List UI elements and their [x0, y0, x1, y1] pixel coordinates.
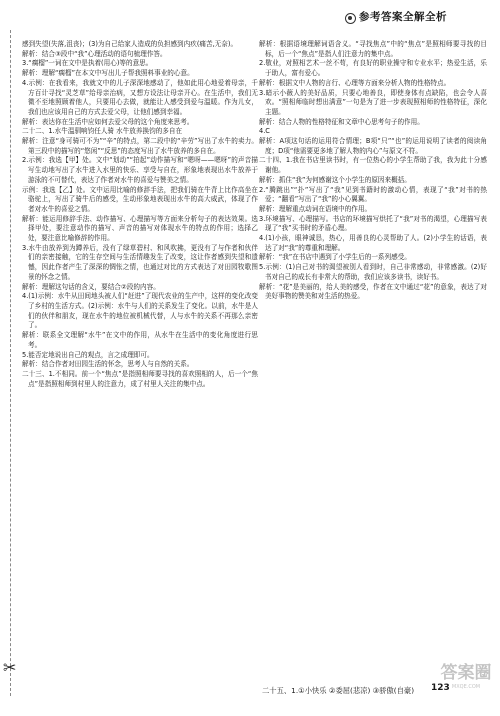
- cut-guide-line: [10, 30, 11, 696]
- answer-paragraph: 5.能否定地说出自己的观点，言之成理即可。: [22, 350, 154, 359]
- answer-paragraph: 二十三、1.不相同。前一个“焦点”是指照相师要寻找的喜欢照相的人，后一个“焦点”是指照相师到村里人的注意力，成了村里人关注的集中点。: [22, 369, 258, 388]
- watermark-url: MXQE.COM: [451, 684, 481, 690]
- answer-paragraph: 解析：结合③段中“我”心理活动的语句梳理作答。: [22, 49, 167, 58]
- answer-paragraph: 4.(1)示例：水牛从田间地头被人们“赶进”了现代农业的生产中，这样的变化改变了乡村的生活方式。(2)示例：水牛与人们的关系发生了变化。以前，水牛是人们的伙伴和朋友，现在水牛的地位被机械代替，人与水牛的关系不再那么亲密了。: [22, 292, 258, 330]
- watermark-logo: [440, 662, 492, 712]
- answer-paragraph: 解析：“我”在书店中遇到了小学生后的一系列感受。: [259, 253, 411, 262]
- scissors-icon: ✂: [3, 658, 17, 677]
- answer-paragraph: 解析：理解重点动词在语境中的作用。: [259, 204, 372, 213]
- page-header: [345, 8, 495, 28]
- left-column: [22, 40, 258, 680]
- answer-paragraph: 4.示例：在我看来，我就文中的儿子深深地感动了，他如此用心地爱着母亲，千方百计寻找“灵芝草”给母亲治病，又想方设法让母亲开心。在生活中，我们无微不至地照顾着他人，只要用心去做，就能让人感受到爱与温暖。作为儿女，我们也应该用自己的方式去爱父母，让他们感到幸福。: [22, 78, 258, 116]
- footer-answer-line: 二十五、1.①小快乐 ②委屈(悲凉) ③骄傲(自豪): [262, 686, 415, 695]
- answer-paragraph: 解析：“花”是美丽的，给人美的感受，作者在文中通过“花”的意象，表达了对美好事物的赞美和对生活的热爱。: [259, 282, 487, 301]
- answer-paragraph: 解析：抓住“我”为何感谢这个小学生的原因来概括。: [259, 175, 411, 184]
- answer-paragraph: 2.“腾跳出”“扑”写出了“我”见到书籍时的激动心情，表现了“我”对书的热爱；“翻看”写出了“我”的小心翼翼。: [259, 185, 487, 204]
- answer-paragraph: 二十二、1.水牛温驯响钧任人骑 水牛放养换钧的多自在: [22, 127, 183, 136]
- answer-paragraph: 3.“瘸榴”一词在文中是执着(用心)等的意思。: [22, 59, 153, 68]
- answer-paragraph: 解析：联系全文理解“水牛”在文中的作用，从水牛在生活中的变化角度进行思考。: [22, 331, 258, 349]
- watermark-text: 答案圈: [440, 663, 492, 683]
- answer-paragraph: 解析：A项这句话的运用符合情理；B项“只”“也”的运用说明了读者的阅读角度；D项“他需要更多地了解人物的内心”与原文不符。: [259, 137, 487, 155]
- answer-paragraph: 二十四、1.我在书店里读书时，有一位热心的小学生帮助了我，我为此十分感谢他。: [259, 156, 487, 175]
- answer-paragraph: 4.C: [259, 127, 270, 136]
- answer-paragraph: 3.水牛由放养到为蹲养后，没有了绿草碧村、和风吹拂，更没有了与作者和伙伴们的亲密接触，它的生存空间与生活情趣发生了改变，这让作者感到失望和遗憾，因此作者产生了深深的惆怅之情，也通过对比的方式表达了对田园牧歌图景的怀念之情。: [22, 243, 258, 281]
- answer-paragraph: 感到失望(失落,沮丧)；(3)为自己给家人造成的负担感到内疚(痛苦,无奈)。: [22, 40, 238, 48]
- right-column: [259, 40, 487, 680]
- answer-paragraph: 解析：根据文中人物的言行、心理等方面来分析人物的性格特点。: [259, 78, 451, 87]
- answer-paragraph: 示例：我选【乙】处。文中运用比喻的修辞手法，把我们骑在牛背上比作高坐在骆驼上，写出了骑牛后的感受，生动形象地表现出水牛的高大威武，体现了作者对水牛的喜爱之情。: [22, 185, 258, 213]
- answer-paragraph: 解析：根据语境理解词语含义。“寻找焦点”中的“焦点”是照相师要寻找的目标，后一个“焦点”是指人们注意力的集中点。: [259, 40, 487, 58]
- page-number: 123: [431, 683, 450, 693]
- bullet-circle-icon: [345, 13, 356, 24]
- answer-paragraph: 解析：结合作者对田园生活的怀念，思考人与自然的关系。: [22, 360, 194, 369]
- answer-paragraph: 5.示例：(1)自己对书的渴望被别人看到时，自己非常感动，非常感激。(2)好书对自己的成长有非常大的帮助，我们应该多读书，读好书。: [259, 263, 487, 281]
- answer-paragraph: 解析：注意“身可骑可不为”“辛”的特点，第二段中的“辛劳”写出了水牛的卖力。第三段中的描写的“悠闲”“反思”的态度写出了水牛放养的多自在。: [22, 137, 258, 155]
- section-title: 参考答案全解全析: [359, 11, 447, 24]
- answer-paragraph: 3.暗示小薇人的美好品质，只要心地善良，即使身体有点缺陷，也会令人喜欢。“照相师临时想出满意”一句是为了进一步表现照相师的性格特征，深化主题。: [259, 88, 487, 116]
- answer-paragraph: 4.(1)小孩，眼神诚恳，热心，用善良的心灵帮助了人。(2)小学生的话语，表达了对“我”的尊重和理解。: [259, 234, 487, 252]
- answer-paragraph: 解析：理解“瘸榴”在本文中写出儿子帮我照料事业的心意。: [22, 69, 194, 78]
- answer-paragraph: 2.示例：我选【甲】处。文中“划动”“拍起”动作描写和“嗯呀——嗯呀”的声音描写生动地写出了水牛进入水里的快乐、享受与自在，形象地表现出水牛放养于游泳的不可替代，表达了作者对水牛的喜爱与赞美之情。: [22, 156, 258, 184]
- answer-paragraph: 解析：理解这句话的含义，要结合②段的内容。: [22, 282, 160, 291]
- answer-paragraph: 解析：能运用修辞手法、动作描写、心理描写等方面来分析句子的表达效果。选择甲处，要注意动作的描写、声音的描写对体现水牛的特点的作用；选择乙处，要注意比喻修辞的作用。: [22, 214, 258, 243]
- answer-paragraph: 解析：结合人物的性格特征和文章中心思考句子的作用。: [259, 117, 424, 126]
- answer-paragraph: 解析：表达你在生活中应如何去爱父母的这个角度来思考。: [22, 117, 194, 126]
- answer-paragraph: 2.敬业，对照相艺术一丝不苟，有良好的职业操守和专业水平；热爱生活，乐于助人，富有爱心。: [259, 59, 487, 78]
- answer-paragraph: 3.环境描写、心理描写。书店的环境描写烘托了“我”对书的渴望，心理描写表现了“我”买书时的矛盾心理。: [259, 214, 487, 233]
